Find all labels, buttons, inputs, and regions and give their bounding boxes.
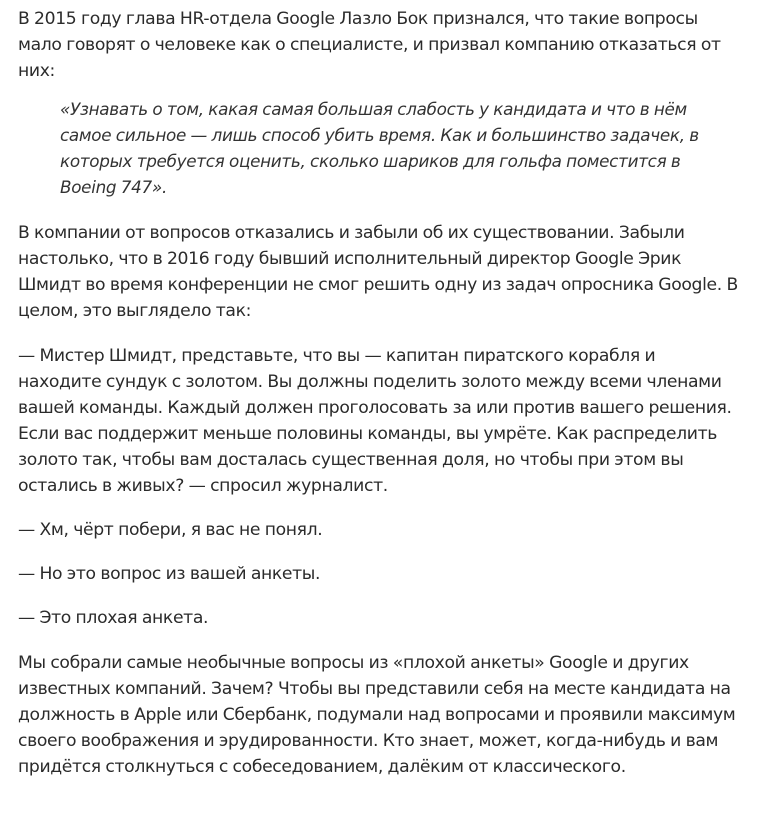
dialogue-line-retort: — Но это вопрос из вашей анкеты. [18, 564, 321, 584]
blockquote-bock: «Узнавать о том, какая самая большая слабость у кандидата и что в нём самое сильное — лишь способ убить время. Как и большинство задачек, в которых требуется оценить, сколько шариков для гольфа поместится в Boeing 747». [60, 99, 699, 197]
dialogue-line-question: — Мистер Шмидт, представьте, что вы — капитан пиратского корабля и находите сундук с золотом. Вы должны поделить золото между всеми членами вашей команды. Каждый должен проголосовать за или против вашего решения. Если вас поддержит меньше половины команды, вы умрёте. Как распределить золото так, чтобы вам досталась существенная доля, но чтобы при этом вы остались в живых? — спросил журналист. [18, 346, 732, 496]
dialogue-line-reply: — Хм, чёрт побери, я вас не понял. [18, 520, 323, 540]
conclusion-paragraph: Мы собрали самые необычные вопросы из «плохой анкеты» Google и других известных компаний. Зачем? Чтобы вы представили себя на месте кандидата на должность в Apple или Сбербанк, подумали над вопросами и проявили максимум своего воображения и эрудированности. Кто знает, может, когда-нибудь и вам придётся столкнуться с собеседованием, далёким от классического. [18, 653, 736, 777]
forgot-paragraph: В компании от вопросов отказались и забыли об их существовании. Забыли настолько, что в 2016 году бывший исполнительный директор Google Эрик Шмидт во время конференции не смог решить одну из задач опросника Google. В целом, это выглядело так: [18, 223, 738, 321]
dialogue-line-final: — Это плохая анкета. [18, 608, 209, 628]
intro-paragraph: В 2015 году глава HR-отдела Google Лазло Бок признался, что такие вопросы мало говорят о человеке как о специалисте, и призвал компанию отказаться от них: [18, 9, 721, 81]
